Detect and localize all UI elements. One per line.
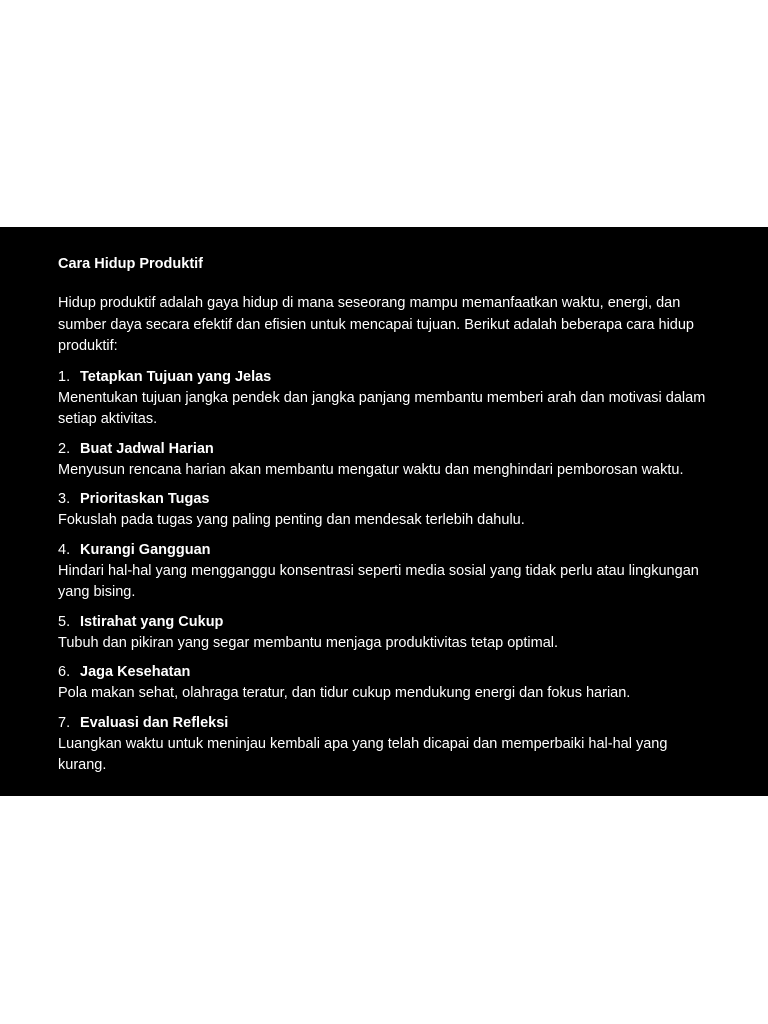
list-item-heading bbox=[58, 367, 768, 388]
list-item-description: Menentukan tujuan jangka pendek dan jangka panjang membantu memberi arah dan motivasi dalam setiap aktivitas. bbox=[58, 389, 706, 427]
list-item-heading bbox=[58, 612, 768, 633]
list-item-heading bbox=[58, 489, 768, 510]
list-item-number: 6. bbox=[58, 664, 71, 680]
list-item bbox=[58, 540, 768, 604]
list-item-title: Prioritaskan Tugas bbox=[80, 491, 210, 507]
list-item bbox=[58, 713, 768, 777]
list-item-title: Jaga Kesehatan bbox=[80, 664, 191, 680]
list-item-description: Fokuslah pada tugas yang paling penting dan mendesak terlebih dahulu. bbox=[58, 512, 525, 528]
list-item bbox=[58, 612, 768, 655]
list-item-description: Tubuh dan pikiran yang segar membantu menjaga produktivitas tetap optimal. bbox=[58, 634, 559, 651]
list-item bbox=[58, 662, 768, 705]
list-item-title: Kurangi Gangguan bbox=[80, 541, 211, 558]
list-item bbox=[58, 439, 768, 482]
list-item-title: Evaluasi dan Refleksi bbox=[80, 714, 229, 731]
list-item-title: Istirahat yang Cukup bbox=[80, 613, 224, 630]
list-item-number: 2. bbox=[58, 440, 71, 457]
intro-paragraph: Hidup produktif adalah gaya hidup di mana seseorang mampu memanfaatkan waktu, energi, dan sumber daya secara efektif dan efisien untuk mencapai tujuan. Berikut adalah beberapa cara hidup produktif: bbox=[58, 295, 694, 354]
list-item bbox=[58, 489, 768, 532]
document-panel bbox=[0, 227, 768, 796]
list-item-description: Menyusun rencana harian akan membantu mengatur waktu dan menghindari pemborosan waktu. bbox=[58, 461, 684, 478]
list-item-heading bbox=[58, 662, 768, 683]
list-item-title: Buat Jadwal Harian bbox=[80, 440, 214, 457]
list-item-heading bbox=[58, 540, 768, 561]
list-item-title: Tetapkan Tujuan yang Jelas bbox=[80, 368, 272, 385]
list-item-number: 4. bbox=[58, 541, 71, 558]
document-title: Cara Hidup Produktif bbox=[58, 256, 204, 272]
list-item-number: 5. bbox=[58, 613, 71, 630]
list-item-number: 7. bbox=[58, 714, 71, 731]
list-item-heading bbox=[58, 713, 768, 734]
list-item-description: Luangkan waktu untuk meninjau kembali apa yang telah dicapai dan memperbaiki hal-hal yang kurang. bbox=[58, 735, 668, 773]
list-item-description: Hindari hal-hal yang mengganggu konsentrasi seperti media sosial yang tidak perlu atau lingkungan yang bising. bbox=[58, 562, 699, 600]
list-item-number: 1. bbox=[58, 368, 71, 385]
list-item-number: 3. bbox=[58, 491, 71, 507]
list-item bbox=[58, 367, 768, 431]
list-item-heading bbox=[58, 439, 768, 460]
list-item-description: Pola makan sehat, olahraga teratur, dan tidur cukup mendukung energi dan fokus harian. bbox=[58, 685, 631, 701]
